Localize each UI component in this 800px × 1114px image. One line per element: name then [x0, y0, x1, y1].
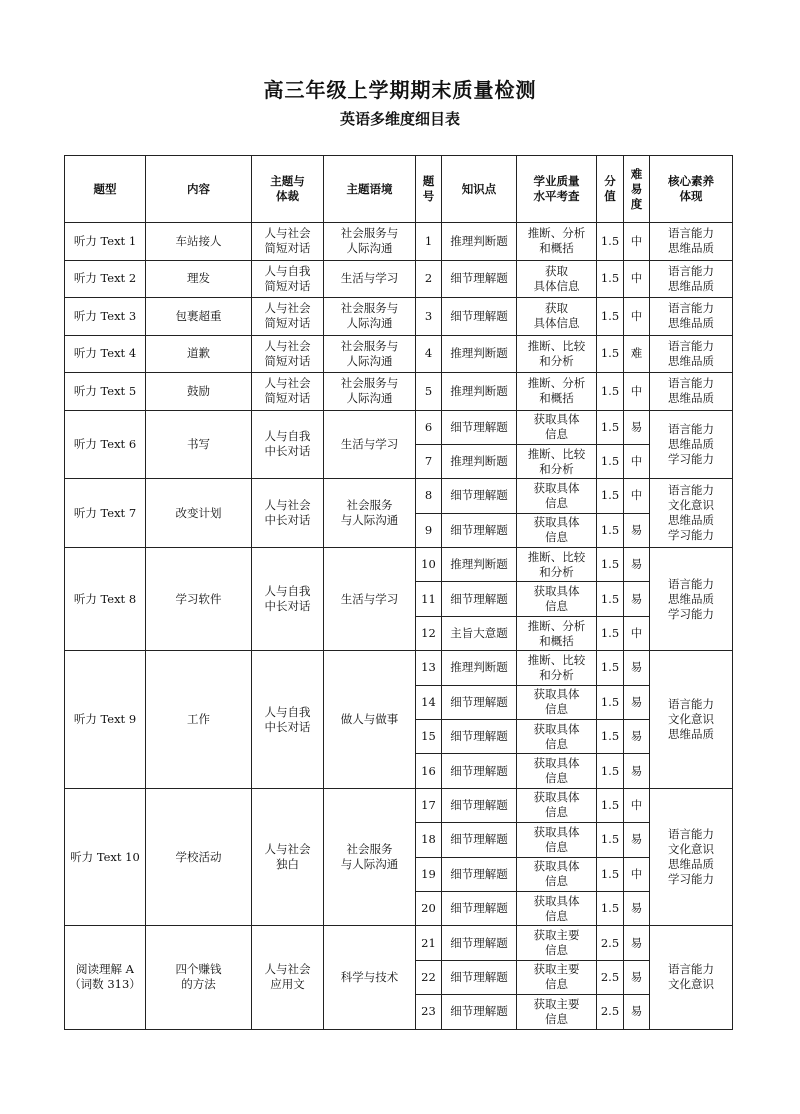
cell-score: 2.5 — [597, 960, 624, 994]
cell-score: 1.5 — [597, 410, 624, 444]
cell-quality: 获取具体 信息 — [517, 513, 597, 547]
cell-number: 22 — [416, 960, 442, 994]
cell-knowledge: 主旨大意题 — [442, 616, 517, 650]
cell-quality: 获取 具体信息 — [517, 260, 597, 298]
cell-difficulty: 中 — [624, 616, 650, 650]
cell-type: 阅读理解 A （词数 313） — [65, 926, 146, 1029]
cell-theme-context: 生活与学习 — [324, 410, 416, 479]
cell-type: 听力 Text 5 — [65, 373, 146, 411]
cell-content: 包裹超重 — [146, 298, 252, 336]
cell-quality: 获取具体 信息 — [517, 685, 597, 719]
cell-number: 6 — [416, 410, 442, 444]
cell-score: 1.5 — [597, 823, 624, 857]
header-theme-genre: 主题与 体裁 — [252, 156, 324, 223]
cell-content: 道歉 — [146, 335, 252, 373]
cell-type: 听力 Text 8 — [65, 548, 146, 651]
cell-knowledge: 推理判断题 — [442, 548, 517, 582]
cell-theme-context: 社会服务 与人际沟通 — [324, 788, 416, 926]
table-row — [65, 298, 733, 336]
cell-number: 11 — [416, 582, 442, 616]
cell-score: 1.5 — [597, 260, 624, 298]
cell-content: 理发 — [146, 260, 252, 298]
cell-quality: 获取具体 信息 — [517, 479, 597, 513]
cell-content: 学校活动 — [146, 788, 252, 926]
cell-theme-context: 社会服务 与人际沟通 — [324, 479, 416, 548]
cell-theme-genre: 人与自我 中长对话 — [252, 410, 324, 479]
cell-knowledge: 细节理解题 — [442, 857, 517, 891]
cell-quality: 获取具体 信息 — [517, 788, 597, 822]
cell-quality: 推断、分析 和概括 — [517, 223, 597, 261]
cell-quality: 推断、比较 和分析 — [517, 548, 597, 582]
cell-difficulty: 易 — [624, 720, 650, 754]
cell-knowledge: 细节理解题 — [442, 720, 517, 754]
cell-score: 1.5 — [597, 582, 624, 616]
cell-knowledge: 推理判断题 — [442, 223, 517, 261]
cell-quality: 获取具体 信息 — [517, 582, 597, 616]
cell-knowledge: 细节理解题 — [442, 410, 517, 444]
cell-theme-context: 生活与学习 — [324, 548, 416, 651]
cell-difficulty: 中 — [624, 260, 650, 298]
table-body — [65, 223, 733, 1030]
cell-number: 23 — [416, 995, 442, 1029]
header-knowledge: 知识点 — [442, 156, 517, 223]
cell-number: 13 — [416, 651, 442, 685]
cell-content: 四个赚钱 的方法 — [146, 926, 252, 1029]
cell-quality: 获取具体 信息 — [517, 720, 597, 754]
cell-theme-genre: 人与社会 应用文 — [252, 926, 324, 1029]
cell-content: 车站接人 — [146, 223, 252, 261]
cell-score: 1.5 — [597, 373, 624, 411]
cell-score: 1.5 — [597, 616, 624, 650]
cell-quality: 推断、分析 和概括 — [517, 616, 597, 650]
table-row — [65, 223, 733, 261]
header-theme-context: 主题语境 — [324, 156, 416, 223]
cell-quality: 获取 具体信息 — [517, 298, 597, 336]
cell-difficulty: 中 — [624, 444, 650, 478]
cell-score: 1.5 — [597, 298, 624, 336]
cell-knowledge: 细节理解题 — [442, 754, 517, 788]
cell-literacy: 语言能力 思维品质 学习能力 — [650, 548, 733, 651]
cell-number: 21 — [416, 926, 442, 960]
cell-theme-genre: 人与社会 简短对话 — [252, 373, 324, 411]
cell-score: 1.5 — [597, 754, 624, 788]
cell-content: 改变计划 — [146, 479, 252, 548]
cell-content: 学习软件 — [146, 548, 252, 651]
cell-difficulty: 中 — [624, 373, 650, 411]
cell-theme-genre: 人与社会 中长对话 — [252, 479, 324, 548]
cell-theme-context: 社会服务与 人际沟通 — [324, 373, 416, 411]
header-content: 内容 — [146, 156, 252, 223]
cell-number: 4 — [416, 335, 442, 373]
cell-knowledge: 细节理解题 — [442, 891, 517, 925]
cell-number: 18 — [416, 823, 442, 857]
cell-quality: 推断、比较 和分析 — [517, 444, 597, 478]
cell-literacy: 语言能力 文化意识 思维品质 — [650, 651, 733, 789]
table-row — [65, 260, 733, 298]
cell-number: 20 — [416, 891, 442, 925]
cell-content: 鼓励 — [146, 373, 252, 411]
cell-difficulty: 易 — [624, 823, 650, 857]
cell-number: 5 — [416, 373, 442, 411]
cell-difficulty: 中 — [624, 223, 650, 261]
header-quality: 学业质量 水平考查 — [517, 156, 597, 223]
cell-knowledge: 细节理解题 — [442, 926, 517, 960]
cell-quality: 获取具体 信息 — [517, 410, 597, 444]
table-row — [65, 788, 733, 822]
cell-score: 1.5 — [597, 685, 624, 719]
cell-content: 书写 — [146, 410, 252, 479]
cell-content: 工作 — [146, 651, 252, 789]
cell-score: 1.5 — [597, 513, 624, 547]
cell-knowledge: 细节理解题 — [442, 960, 517, 994]
cell-number: 2 — [416, 260, 442, 298]
cell-score: 1.5 — [597, 223, 624, 261]
cell-knowledge: 细节理解题 — [442, 995, 517, 1029]
cell-difficulty: 中 — [624, 298, 650, 336]
cell-knowledge: 细节理解题 — [442, 823, 517, 857]
cell-difficulty: 中 — [624, 479, 650, 513]
cell-quality: 获取主要 信息 — [517, 960, 597, 994]
cell-knowledge: 推理判断题 — [442, 335, 517, 373]
cell-score: 2.5 — [597, 926, 624, 960]
cell-theme-genre: 人与社会 简短对话 — [252, 335, 324, 373]
cell-difficulty: 易 — [624, 651, 650, 685]
table-row — [65, 373, 733, 411]
cell-score: 1.5 — [597, 720, 624, 754]
cell-literacy: 语言能力 文化意识 — [650, 926, 733, 1029]
cell-difficulty: 易 — [624, 685, 650, 719]
cell-difficulty: 易 — [624, 410, 650, 444]
cell-difficulty: 易 — [624, 960, 650, 994]
cell-knowledge: 细节理解题 — [442, 479, 517, 513]
cell-theme-genre: 人与社会 简短对话 — [252, 298, 324, 336]
cell-number: 10 — [416, 548, 442, 582]
cell-theme-genre: 人与自我 中长对话 — [252, 548, 324, 651]
header-literacy: 核心素养 体现 — [650, 156, 733, 223]
cell-number: 19 — [416, 857, 442, 891]
detail-table — [64, 155, 733, 1030]
cell-number: 14 — [416, 685, 442, 719]
cell-knowledge: 推理判断题 — [442, 444, 517, 478]
cell-type: 听力 Text 7 — [65, 479, 146, 548]
cell-literacy: 语言能力 思维品质 — [650, 373, 733, 411]
cell-knowledge: 细节理解题 — [442, 513, 517, 547]
cell-literacy: 语言能力 思维品质 学习能力 — [650, 410, 733, 479]
cell-score: 1.5 — [597, 335, 624, 373]
cell-knowledge: 细节理解题 — [442, 298, 517, 336]
cell-quality: 获取主要 信息 — [517, 926, 597, 960]
cell-literacy: 语言能力 文化意识 思维品质 学习能力 — [650, 788, 733, 926]
cell-theme-genre: 人与社会 简短对话 — [252, 223, 324, 261]
cell-difficulty: 易 — [624, 926, 650, 960]
cell-number: 12 — [416, 616, 442, 650]
cell-quality: 获取具体 信息 — [517, 891, 597, 925]
cell-theme-genre: 人与自我 简短对话 — [252, 260, 324, 298]
cell-score: 1.5 — [597, 444, 624, 478]
cell-literacy: 语言能力 思维品质 — [650, 260, 733, 298]
cell-literacy: 语言能力 思维品质 — [650, 223, 733, 261]
cell-number: 16 — [416, 754, 442, 788]
cell-theme-context: 社会服务与 人际沟通 — [324, 223, 416, 261]
cell-score: 1.5 — [597, 891, 624, 925]
cell-quality: 获取具体 信息 — [517, 857, 597, 891]
table-row — [65, 926, 733, 960]
cell-difficulty: 易 — [624, 548, 650, 582]
cell-type: 听力 Text 3 — [65, 298, 146, 336]
cell-difficulty: 难 — [624, 335, 650, 373]
table-row — [65, 651, 733, 685]
table-row — [65, 335, 733, 373]
cell-score: 1.5 — [597, 788, 624, 822]
cell-score: 1.5 — [597, 857, 624, 891]
header-score: 分 值 — [597, 156, 624, 223]
cell-type: 听力 Text 10 — [65, 788, 146, 926]
header-number: 题 号 — [416, 156, 442, 223]
cell-quality: 推断、分析 和概括 — [517, 373, 597, 411]
cell-type: 听力 Text 1 — [65, 223, 146, 261]
table-row — [65, 479, 733, 513]
cell-quality: 获取主要 信息 — [517, 995, 597, 1029]
cell-type: 听力 Text 4 — [65, 335, 146, 373]
table-row — [65, 548, 733, 582]
cell-difficulty: 易 — [624, 891, 650, 925]
cell-knowledge: 细节理解题 — [442, 260, 517, 298]
cell-score: 1.5 — [597, 548, 624, 582]
cell-theme-genre: 人与自我 中长对话 — [252, 651, 324, 789]
cell-number: 1 — [416, 223, 442, 261]
cell-literacy: 语言能力 思维品质 — [650, 298, 733, 336]
header-difficulty: 难 易 度 — [624, 156, 650, 223]
cell-number: 17 — [416, 788, 442, 822]
cell-difficulty: 易 — [624, 513, 650, 547]
cell-theme-context: 做人与做事 — [324, 651, 416, 789]
cell-type: 听力 Text 2 — [65, 260, 146, 298]
page-title: 高三年级上学期期末质量检测 — [263, 78, 537, 102]
cell-difficulty: 易 — [624, 754, 650, 788]
cell-number: 9 — [416, 513, 442, 547]
cell-quality: 获取具体 信息 — [517, 754, 597, 788]
cell-quality: 推断、比较 和分析 — [517, 651, 597, 685]
cell-literacy: 语言能力 文化意识 思维品质 学习能力 — [650, 479, 733, 548]
cell-difficulty: 中 — [624, 857, 650, 891]
cell-knowledge: 细节理解题 — [442, 582, 517, 616]
cell-number: 15 — [416, 720, 442, 754]
cell-score: 2.5 — [597, 995, 624, 1029]
cell-theme-context: 社会服务与 人际沟通 — [324, 335, 416, 373]
cell-theme-context: 生活与学习 — [324, 260, 416, 298]
cell-theme-genre: 人与社会 独白 — [252, 788, 324, 926]
cell-quality: 获取具体 信息 — [517, 823, 597, 857]
cell-difficulty: 中 — [624, 788, 650, 822]
cell-knowledge: 推理判断题 — [442, 373, 517, 411]
cell-knowledge: 细节理解题 — [442, 788, 517, 822]
cell-score: 1.5 — [597, 479, 624, 513]
cell-theme-context: 社会服务与 人际沟通 — [324, 298, 416, 336]
cell-type: 听力 Text 9 — [65, 651, 146, 789]
cell-score: 1.5 — [597, 651, 624, 685]
cell-quality: 推断、比较 和分析 — [517, 335, 597, 373]
header-row — [65, 156, 733, 223]
cell-difficulty: 易 — [624, 582, 650, 616]
cell-number: 7 — [416, 444, 442, 478]
cell-knowledge: 推理判断题 — [442, 651, 517, 685]
cell-knowledge: 细节理解题 — [442, 685, 517, 719]
cell-literacy: 语言能力 思维品质 — [650, 335, 733, 373]
cell-number: 3 — [416, 298, 442, 336]
cell-difficulty: 易 — [624, 995, 650, 1029]
header-type: 题型 — [65, 156, 146, 223]
table-row — [65, 410, 733, 444]
page-subtitle: 英语多维度细目表 — [339, 110, 460, 128]
cell-type: 听力 Text 6 — [65, 410, 146, 479]
cell-theme-context: 科学与技术 — [324, 926, 416, 1029]
cell-number: 8 — [416, 479, 442, 513]
